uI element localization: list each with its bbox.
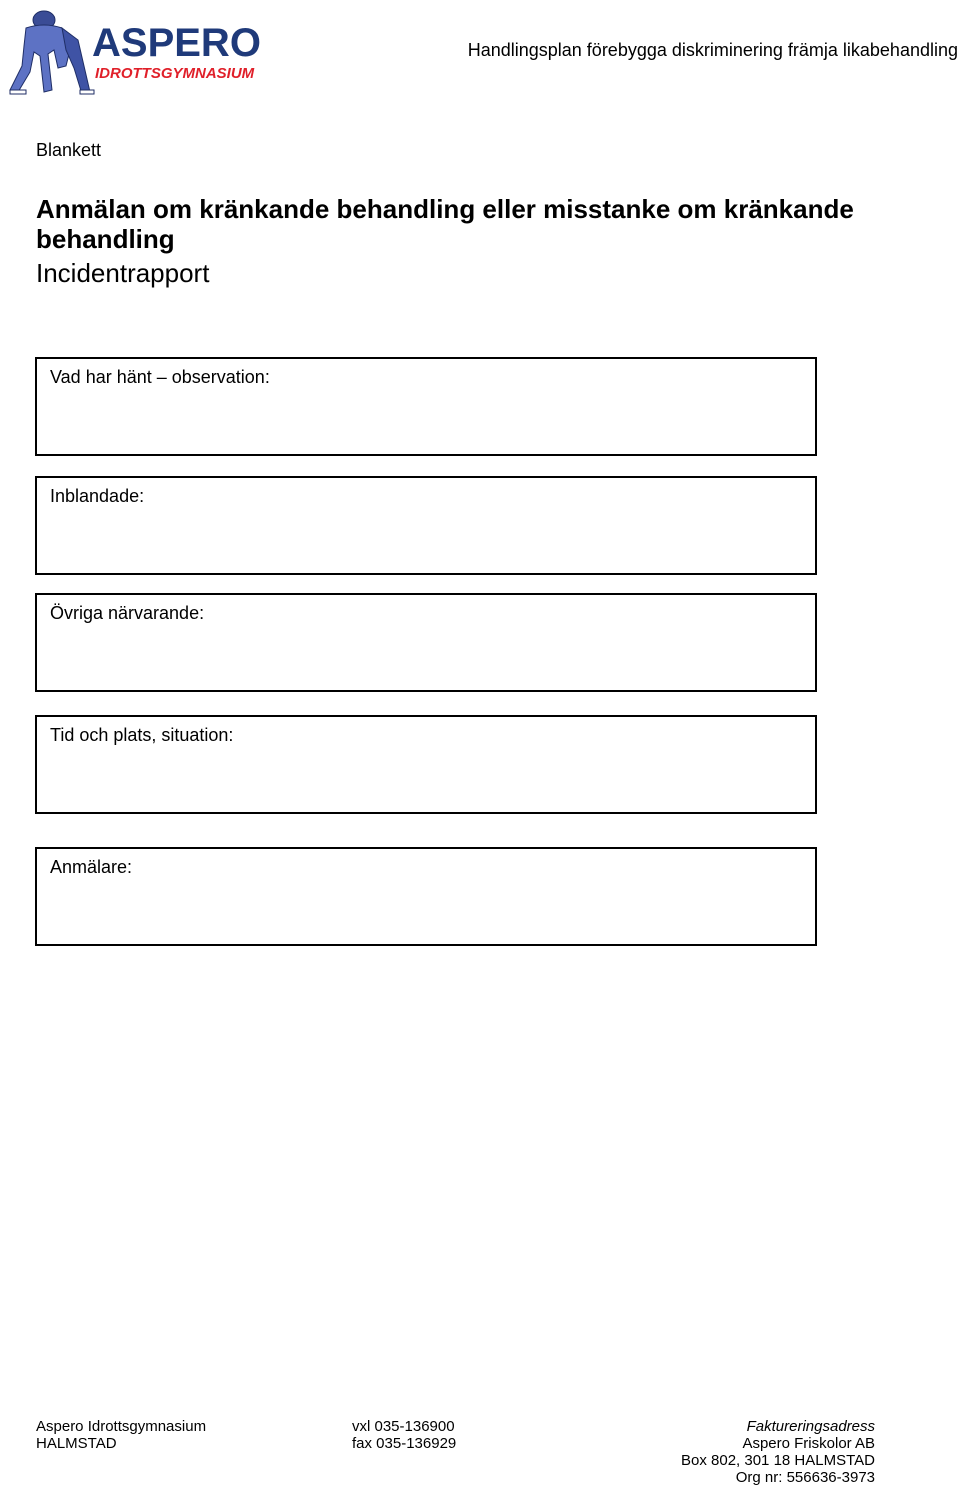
athlete-figure-icon — [10, 11, 94, 94]
footer-phone: vxl 035-136900 — [352, 1418, 455, 1435]
field-observation-label: Vad har hänt – observation: — [50, 367, 270, 387]
field-involved-input[interactable] — [50, 514, 802, 565]
footer-fax: fax 035-136929 — [352, 1435, 457, 1452]
field-time-place-label: Tid och plats, situation: — [50, 725, 234, 745]
field-reporter — [35, 847, 817, 946]
footer-billing-company: Aspero Friskolor AB — [742, 1435, 875, 1452]
field-others-present-input[interactable] — [50, 631, 802, 682]
footer-billing-info — [681, 1418, 875, 1486]
field-reporter-input[interactable] — [50, 885, 802, 936]
aspero-logo — [4, 6, 274, 96]
footer-school-info — [36, 1418, 206, 1452]
footer-billing-address: Box 802, 301 18 HALMSTAD — [681, 1452, 875, 1469]
logo-name-text: ASPERO — [92, 21, 261, 65]
field-others-present — [35, 593, 817, 692]
field-observation-input[interactable] — [50, 395, 802, 446]
footer-phone-info — [352, 1418, 456, 1452]
footer-billing-orgnr: Org nr: 556636-3973 — [735, 1469, 875, 1486]
footer-school-city: HALMSTAD — [36, 1435, 117, 1452]
form-type-label: Blankett — [36, 140, 102, 160]
form-subtitle: Incidentrapport — [36, 258, 210, 288]
field-time-place — [35, 715, 817, 814]
document-header-title: Handlingsplan förebygga diskriminering främja likabehandling — [467, 40, 958, 60]
form-title: Anmälan om kränkande behandling eller misstanke om kränkande behandling — [36, 194, 854, 254]
field-others-present-label: Övriga närvarande: — [50, 603, 205, 623]
field-reporter-label: Anmälare: — [50, 857, 133, 877]
field-involved — [35, 476, 817, 575]
footer-school-name: Aspero Idrottsgymnasium — [36, 1418, 207, 1435]
logo-sub-text: IDROTTSGYMNASIUM — [95, 65, 255, 82]
field-involved-label: Inblandade: — [50, 486, 145, 506]
field-observation — [35, 357, 817, 456]
field-time-place-input[interactable] — [50, 753, 802, 804]
footer-billing-heading: Faktureringsadress — [746, 1418, 875, 1435]
